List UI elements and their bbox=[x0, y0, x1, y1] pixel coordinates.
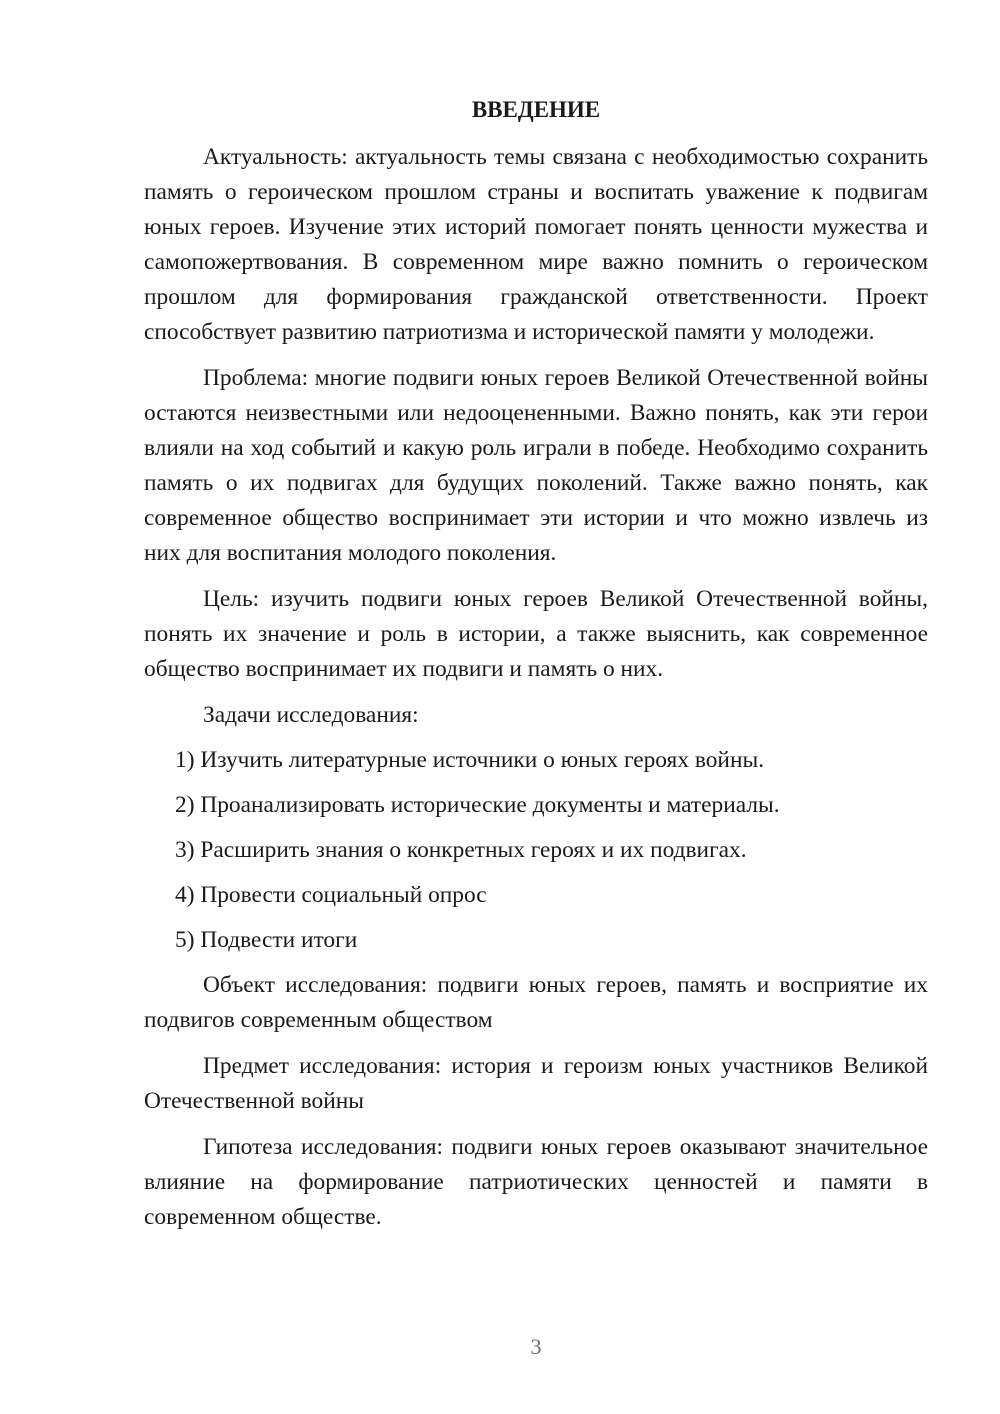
task-item: 4) Провести социальный опрос bbox=[175, 882, 487, 908]
task-item: 2) Проанализировать исторические документы и материалы. bbox=[175, 792, 780, 818]
page-content bbox=[144, 92, 928, 1246]
tasks-list bbox=[144, 743, 928, 958]
section-title: ВВЕДЕНИЕ bbox=[471, 97, 601, 122]
tasks-heading: Задачи исследования: bbox=[203, 702, 419, 728]
subject-paragraph: Предмет исследования: история и героизм юных участников Великой Отечественной войны bbox=[144, 1053, 928, 1114]
hypothesis-paragraph: Гипотеза исследования: подвиги юных героев оказывают значительное влияние на формирование патриотических ценностей и памяти в современном обществе. bbox=[144, 1134, 928, 1230]
task-item: 5) Подвести итоги bbox=[175, 927, 358, 953]
object-paragraph: Объект исследования: подвиги юных героев, память и восприятие их подвигов современным обществом bbox=[144, 972, 928, 1033]
problem-paragraph: Проблема: многие подвиги юных героев Великой Отечественной войны остаются неизвестными или недооцененными. Важно понять, как эти герои влияли на ход событий и какую роль играли в победе. Необходимо сохранить память о их подвигах для будущих поколений. Также важно понять, как современное общество воспринимает эти истории и что можно извлечь из них для воспитания молодого поколения. bbox=[144, 365, 928, 566]
task-item: 3) Расширить знания о конкретных героях и их подвигах. bbox=[175, 837, 747, 863]
task-item: 1) Изучить литературные источники о юных героях войны. bbox=[175, 747, 765, 773]
page-number: 3 bbox=[530, 1334, 542, 1359]
goal-paragraph: Цель: изучить подвиги юных героев Великой Отечественной войны, понять их значение и роль в истории, а также выяснить, как современное общество воспринимает их подвиги и память о них. bbox=[144, 586, 928, 682]
relevance-paragraph: Актуальность: актуальность темы связана с необходимостью сохранить память о героическом прошлом страны и воспитать уважение к подвигам юных героев. Изучение этих историй помогает понять ценности мужества и самопожертвования. В современном мире важно помнить о героическом прошлом для формирования гражданской ответственности. Проект способствует развитию патриотизма и исторической памяти у молодежи. bbox=[144, 144, 928, 345]
